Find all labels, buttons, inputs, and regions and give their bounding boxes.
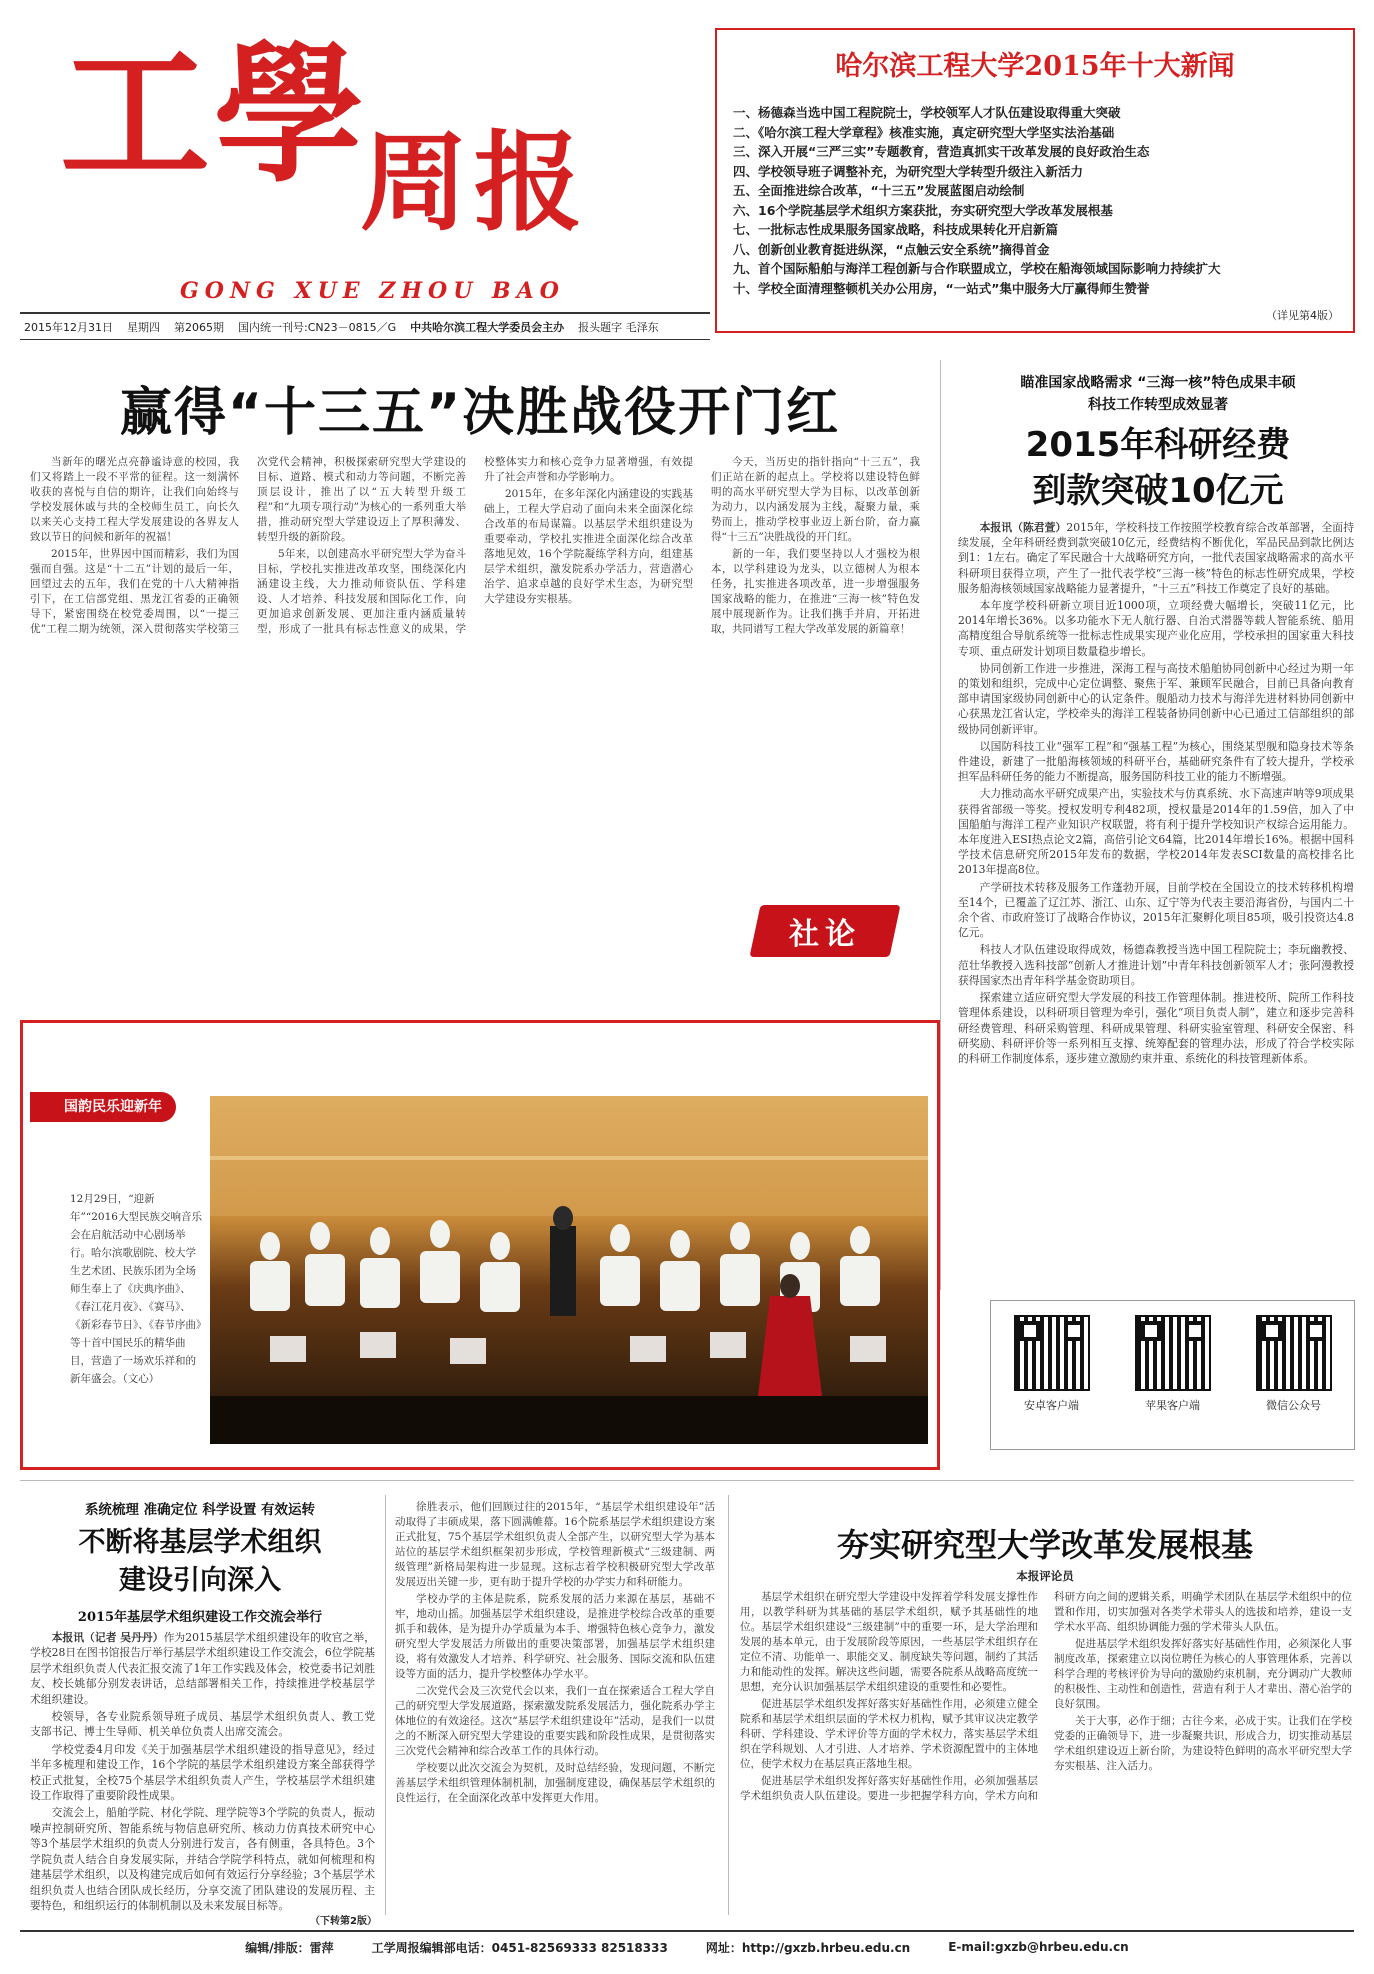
org-article-body-continued <box>395 1500 715 1913</box>
commentary-byline: 本报评论员 <box>1016 1569 1074 1583</box>
science-body <box>958 520 1354 1282</box>
top-news-item: 七、一批标志性成果服务国家战略，科技成果转化开启新篇 <box>733 222 1059 237</box>
top-news-item: 十、学校全面清理整顿机关办公用房，“一站式”集中服务大厅赢得师生赞誉 <box>733 280 1150 296</box>
qr-code-box <box>990 1300 1355 1450</box>
org-article-kicker: 系统梳理 准确定位 科学设置 有效运转 <box>84 1502 316 1518</box>
photo-section-label: 国韵民乐迎新年 <box>30 1092 176 1122</box>
column-divider <box>385 1495 386 1915</box>
top-news-box <box>715 28 1355 333</box>
top-news-item: 三、深入开展“三严三实”专题教育，营造真抓实干改革发展的良好政治生态 <box>733 144 1150 159</box>
issue-sponsor: 中共哈尔滨工程大学委员会主办 <box>410 320 565 334</box>
org-paragraph: 校领导，各专业院系领导班子成员、基层学术组织负责人、教工党支部书记、博士生导师、机关单位负责人出席交流会。 <box>30 1710 375 1739</box>
qr-ios[interactable] <box>1128 1315 1218 1449</box>
editorial-paragraph: 新的一年，我们要坚持以人才强校为根本，以学科建设为龙头，以立德树人为根本任务，扎实推进各项改革，进一步增强服务国家战略的能力，在推进“三海一核”特色发展中展现新作为。让我们携手并肩，开拓进取，共同谱写工程大学改革发展的新篇章！ <box>711 548 920 635</box>
issue-calligraphy-credit: 报头题字 毛泽东 <box>578 320 659 334</box>
science-paragraph: 本年度学校科研新立项目近1000项，立项经费大幅增长，突破11亿元，比2014年增长36%。以多功能水下无人航行器、自治式潜器等载人智能系统、船用高精度组合导航系统等一批标志性成果实现产业化应用，学校承担的国家重大科技专项、重点研发计划项目数量稳步增长。 <box>958 599 1354 658</box>
org-paragraph: 本报讯（记者 吴丹丹）作为2015基层学术组织建设年的收官之举，学校28日在图书馆报告厅举行基层学术组织建设工作交流会，6位学院基层学术组织负责人代表汇报交流了1年工作实践及体会，校党委书记刘胜友、校长姚郁分别发表讲话，总结部署相关工作，持续推进学校基层学术组织建设。 <box>30 1631 375 1706</box>
qr-label: 微信公众号 <box>1266 1399 1321 1412</box>
org-paragraph: 学校要以此次交流会为契机，及时总结经验，发现问题，不断完善基层学术组织管理体制机制，加强制度建设，确保基层学术组织的良性运行，在全面深化改革中发挥更大作用。 <box>395 1762 715 1804</box>
issue-serial: 国内统一刊号:CN23－0815／G <box>238 320 397 334</box>
editorial-paragraph: 今天，当历史的指针指向“十三五”，我们正站在新的起点上。学校将以建设特色鲜明的高水平研究型大学为目标，以改革创新为动力，以内涵发展为主线，凝聚力量，乘势而上，推动学校事业迈上新台阶，奋力赢得“十三五”决胜战役的开门红。 <box>711 456 920 543</box>
top-news-item: 二、《哈尔滨工程大学章程》核准实施，真定研究型大学坚实法治基础 <box>733 124 1115 140</box>
top-news-item: 八、创新创业教育挺进纵深，“点触云安全系统”摘得首金 <box>733 241 1050 257</box>
science-headline-line: 到款突破10亿元 <box>1032 471 1284 511</box>
qr-label: 安卓客户端 <box>1024 1399 1079 1412</box>
top-news-see-more: （详见第4版） <box>1266 309 1339 322</box>
top-news-item: 六、16个学院基层学术组织方案获批，夯实研究型大学改革发展根基 <box>733 202 1113 218</box>
footer-phone: 工学周报编辑部电话：0451-82569333 82518333 <box>371 1940 668 1955</box>
science-paragraph: 探索建立适应研究型大学发展的科技工作管理体制。推进校所、院所工作科技管理体系建设，以科研项目管理为牵引，强化“项目负责人制”，建立和逐步完善科研经费管理、科研采购管理、科研成果管理、科研实验室管理、科研安全保密、科研奖励、科研评价等一系列相互支撑、统筹配套的管理办法，形成了符合学校实际的科研工作制度体系，逐步建立激励约束并重、系统化的科技管理新体系。 <box>958 991 1354 1065</box>
commentary-headline: 夯实研究型大学改革发展根基 <box>836 1526 1253 1564</box>
science-kicker-line: 科技工作转型成效显著 <box>1088 397 1228 413</box>
commentary-paragraph: 促进基层学术组织发挥好落实好基础性作用，必须深化人事制度改革，探索建立以岗位聘任为核心的人事管理体系，完善以科学合理的考核评价为导向的激励约束机制，充分调动广大教师的积极性、主动性和创造性，营造有利于人才辈出、潜心治学的良好氛围。 <box>1054 1638 1352 1710</box>
footer-editor: 编辑/排版：雷萍 <box>245 1940 334 1955</box>
footer-website-link[interactable]: 网址：http://gxzb.hrbeu.edu.cn <box>705 1940 911 1955</box>
org-paragraph: 学校党委4月印发《关于加强基层学术组织建设的指导意见》，经过半年多梳理和建设工作，16个学院的基层学术组织建设方案全部获得学校正式批复，全校75个基层学术组织负责人产生，学校基层学术组织建设工作取得了重要阶段性成果。 <box>30 1742 375 1803</box>
issue-weekday: 星期四 <box>127 320 160 334</box>
top-news-title: 哈尔滨工程大学2015年十大新闻 <box>835 51 1235 82</box>
science-kicker <box>958 372 1358 416</box>
science-paragraph: 科技人才队伍建设取得成效，杨德森教授当选中国工程院院士；李玩幽教授、范壮华教授入选科技部“创新人才推进计划”中青年科技创新领军人才；张阿漫教授获得国家杰出青年科学基金资助项目。 <box>958 943 1354 987</box>
top-news-list <box>733 103 1337 298</box>
science-author: 本报讯（陈君萱） <box>979 521 1067 534</box>
editorial-paragraph: 5年来，以创建高水平研究型大学为奋斗目标，学校扎实推进改革攻坚，围绕深化内涵建设主线，大力推动师资队伍、学科建设、人才培养、科技发展和国际化工作，向更加追求创新发展、更加注重内涵质量转型，形成了一批具有标志性意义的成果，学校整体实力和核心竞争力显著增强，有效提升了社会声誉和办学影响力。 <box>257 456 693 635</box>
commentary-paragraph: 关于大事，必作于细；古往今来，必成于实。让我们在学校党委的正确领导下，进一步凝聚共识，形成合力，切实推动基层学术组织建设迈上新台阶，为建设特色鲜明的高水平研究型大学夯实根基、注入活力。 <box>1054 1715 1352 1772</box>
editorial-paragraph: 当新年的曙光点亮静谧诗意的校园，我们又将踏上一段不平常的征程。这一刻满怀收获的喜悦与自信的期许，让我们向始终与学校发展休戚与共的全校师生员工，向长久以来关心支持工程大学发展建设的各界友人致以节日的问候和新年的祝福！ <box>30 456 239 543</box>
commentary-paragraph: 促进基层学术组织发挥好落实好基础性作用，必须加强基层学术组织负责人队伍建设。要进一步把握学科方向，学术方向和科研方向之间的逻辑关系，明确学术团队在基层学术组织中的位置和作用，切实加强对各类学术带头人的选拔和培养，建设一支学术水平高、组织协调能力强的学术带头人队伍。 <box>740 1591 1352 1802</box>
org-headline-line: 不断将基层学术组织 <box>78 1527 322 1558</box>
editorial-paragraph: 2015年，世界因中国而精彩，我们为国强而自强。这是“十二五”计划的最后一年，回望过去的五年，我们在党的十八大精神指引下，在工信部党组、黑龙江省委的正确领导下，紧密围绕在校党委周围，以“一提三优”工程二期为统领，深入贯彻落实学校第三次党代会精神，积极探索研究型大学建设的目标、道路、模式和动力等问题，不断完善顶层设计，推出了以“五大转型升级工程”和“九项专项行动”为核心的一系列重大举措，推动研究型大学建设迈上了厚积薄发、转型升级的新阶段。 <box>30 456 466 635</box>
org-paragraph: 二次党代会及三次党代会以来，我们一直在探索适合工程大学自己的研究型大学发展道路，探索激发院系发展活力，强化院系办学主体地位的有效途径。这次“基层学术组织建设年”活动，是我们一以贯之的不断深入研究型大学建设的重要实践和阶段性成果，是贯彻落实三次党代会精神和综合改革工作的具体行动。 <box>395 1685 715 1757</box>
science-paragraph: 本报讯（陈君萱）2015年，学校科技工作按照学校教育综合改革部署，全面持续发展，全年科研经费到款突破10亿元，经费结构不断优化，军品民品到款比例达到1：1左右。确定了军民融合十大战略研究方向，一批代表国家战略需求的高水平科研项目获得立项，产生了一批代表学校“三海一核”特色的标志性研究成果，学校服务船海核领域国家战略能力显著提升，“十三五”科技工作奠定了良好的基础。 <box>958 521 1354 595</box>
qr-code-icon <box>1014 1315 1090 1391</box>
masthead-title-sub: 周报 <box>360 121 589 246</box>
science-paragraph: 协同创新工作进一步推进，深海工程与高技术船舶协同创新中心经过为期一年的策划和组织，完成中心定位调整、聚焦于军、兼顾军民融合，目前已具备向教育部申请国家级协同创新中心的认定条件。舰船动力技术与海洋先进材料协同创新中心获黑龙江省认定，学校牵头的海洋工程装备协同创新中心已通过工信部组织的部级协同创新评审。 <box>958 661 1354 736</box>
science-paragraph: 大力推动高水平研究成果产出，实验技术与仿真系统、水下高速声呐等9项成果获得省部级一等奖。授权发明专利482项，授权量是2014年的1.59倍，加入了中国船舶与海洋工程产业知识产权联盟，将有利于提升学校知识产权综合运用能力。本年度进入ESI热点论文2篇，高倍引论文64篇，比2014年增长16%。根据中国科学技术信息研究所2015年发布的数据，学校2014年发表SCI数量的高校排名比2013年提高8位。 <box>958 787 1354 877</box>
commentary-paragraph: 促进基层学术组织发挥好落实好基础性作用，必须建立健全院系和基层学术组织层面的学术权力机构，赋予其审议决定教学科研、学科建设、学术评价等方面的学术权力，落实基层学术组织在学科规划、人才引进、人才培养、学术资源配置中的主体地位，使学术权力在基层真正落地生根。 <box>740 1698 1038 1770</box>
qr-android[interactable] <box>1007 1315 1097 1449</box>
science-kicker-line: 瞄准国家战略需求 “三海一核”特色成果丰硕 <box>1020 375 1296 391</box>
issue-number: 第2065期 <box>174 320 224 334</box>
org-paragraph: 徐胜表示，他们回顾过往的2015年，“基层学术组织建设年”活动取得了丰硕成果，落下圆满帷幕。16个院系基层学术组织建设方案正式批复，75个基层学术组织负责人全部产生，以研究型大学为基本站位的基层学术组织框架初步形成，学校管理新模式“三级建制、两级管理”新格局架构进一步显现。这标志着学校积极研究型大学改革发展迈出关键一步，更有助于提升学校的办学实力和科研能力。 <box>395 1501 715 1588</box>
editorial-badge-label: 社论 <box>789 917 861 952</box>
masthead-pinyin: GONG XUE ZHOU BAO <box>180 278 565 304</box>
qr-label: 苹果客户端 <box>1145 1399 1200 1412</box>
top-news-item: 四、学校领导班子调整补充，为研究型大学转型升级注入新活力 <box>733 163 1084 179</box>
commentary-body <box>740 1590 1352 1912</box>
editorial-paragraph: 2015年，在多年深化内涵建设的实践基础上，工程大学启动了面向未来全面深化综合改革的布局谋篇。以基层学术组织建设为重要牵动，学校扎实推进全面深化综合改革落地见效，16个学院凝练学科方向，组建基层学术组织，激发院系办学活力，营造潜心治学、追求卓越的良好学术生态，为研究型大学建设夯实根基。 <box>484 488 693 605</box>
science-headline <box>958 422 1358 514</box>
orchestra-illustration <box>210 1096 928 1444</box>
qr-code-icon <box>1256 1315 1332 1391</box>
commentary-paragraph: 基层学术组织在研究型大学建设中发挥着学科发展支撑性作用，以教学科研为其基础的基层学术组织，赋予其基础性的地位。基层学术组织建设“三级建制”中的重要一环，是大学治理和发展的基本单元，由于发展阶段等原因，一些基层学术组织存在定位不清、功能单一、职能交叉、制度缺失等问题，制约了其活力和能动性的发挥。解决这些问题，需要各院系从战略高度统一思想，充分认识加强基层学术组织建设的重要性和必要性。 <box>740 1591 1038 1693</box>
issue-info-bar <box>20 312 710 340</box>
photo-caption: 12月29日，“迎新年”“2016大型民族交响音乐会在启航活动中心剧场举行。哈尔滨歌剧院、校大学生艺术团、民族乐团为全场师生奉上了《庆典序曲》、《春江花月夜》、《赛马》、《新彩春节日》、《春节序曲》等十首中国民乐的精华曲目，营造了一场欢乐祥和的新年盛会。（文心） <box>70 1193 202 1385</box>
column-divider <box>728 1495 729 1915</box>
org-paragraph: 学校办学的主体是院系，院系发展的活力来源在基层，基础不牢，地动山摇。加强基层学术组织建设，是推进学校综合改革的重要抓手和载体，是为提升办学质量为本手、增强特色核心竞争力，激发研究型大学发展活力所做出的重要决策部署，加强基层学术组织建设，将有效激发人才培养、科学研究、社会服务、国际交流和队伍建设等方面的活力，提升学校整体办学水平。 <box>395 1593 715 1680</box>
top-news-item: 五、全面推进综合改革，“十三五”发展蓝图启动绘制 <box>733 183 1025 198</box>
masthead-title-main: 工學 <box>60 27 369 203</box>
issue-date: 2015年12月31日 <box>24 320 113 334</box>
qr-code-icon <box>1135 1315 1211 1391</box>
science-paragraph: 产学研技术转移及服务工作蓬勃开展，目前学校在全国设立的技术转移机构增至14个，已覆盖了辽江苏、浙江、山东、辽宁等为代表主要沿海省份，与国内二十余个省、市政府签订了战略合作协议，2015年汇聚孵化项目85项，吸引投资达4.8亿元。 <box>958 880 1354 940</box>
top-news-item: 一、杨德森当选中国工程院院士，学校领军人才队伍建设取得重大突破 <box>733 105 1121 120</box>
org-article-headline <box>30 1524 370 1600</box>
qr-wechat[interactable] <box>1249 1315 1339 1449</box>
concert-stage-photo <box>210 1096 928 1444</box>
org-author: 本报讯（记者 吴丹丹） <box>51 1631 164 1644</box>
column-divider <box>940 360 941 1290</box>
org-article-continued[interactable]: （下转第2版） <box>310 1916 377 1927</box>
section-divider <box>20 1480 1354 1481</box>
masthead <box>20 20 720 310</box>
org-paragraph: 交流会上，船舶学院、材化学院、理学院等3个学院的负责人，振动噪声控制研究所、智能系统与物信息研究所、核动力仿真技术研究中心等3个基层学术组织的负责人分别进行发言，各有侧重，各具特色。3个学院负责人结合自身发展实际，并结合学院学科特点，就如何梳理和构建基层学术组织，以及构建完成后如何有效运行分享经验；3个基层学术组织负责人也结合团队成长经历，分享交流了团队建设的发展历程、主要特色，和组织运行的体制机制以及未来发展目标等。 <box>30 1806 375 1912</box>
science-paragraph: 以国防科技工业“强军工程”和“强基工程”为核心，围绕某型舰和隐身技术等条件建设，新建了一批船海核领域的科研平台，基础研究条件有了较大提升，学校承担军品科研任务的能力不断提高，服务国防科技工业的能力不断增强。 <box>958 739 1354 784</box>
editorial-headline: 赢得“十三五”决胜战役开门红 <box>119 383 841 443</box>
org-article-subtitle: 2015年基层学术组织建设工作交流会举行 <box>77 1610 323 1625</box>
top-news-item: 九、首个国际船舶与海洋工程创新与合作联盟成立，学校在船海领域国际影响力持续扩大 <box>733 261 1221 276</box>
editorial-badge <box>755 905 905 965</box>
org-headline-line: 建设引向深入 <box>119 1565 281 1596</box>
org-article-body <box>30 1630 375 1913</box>
science-headline-line: 2015年科研经费 <box>1025 425 1291 465</box>
page-footer <box>20 1930 1354 1962</box>
footer-email-link[interactable]: E-mail:gxzb@hrbeu.edu.cn <box>948 1940 1129 1954</box>
